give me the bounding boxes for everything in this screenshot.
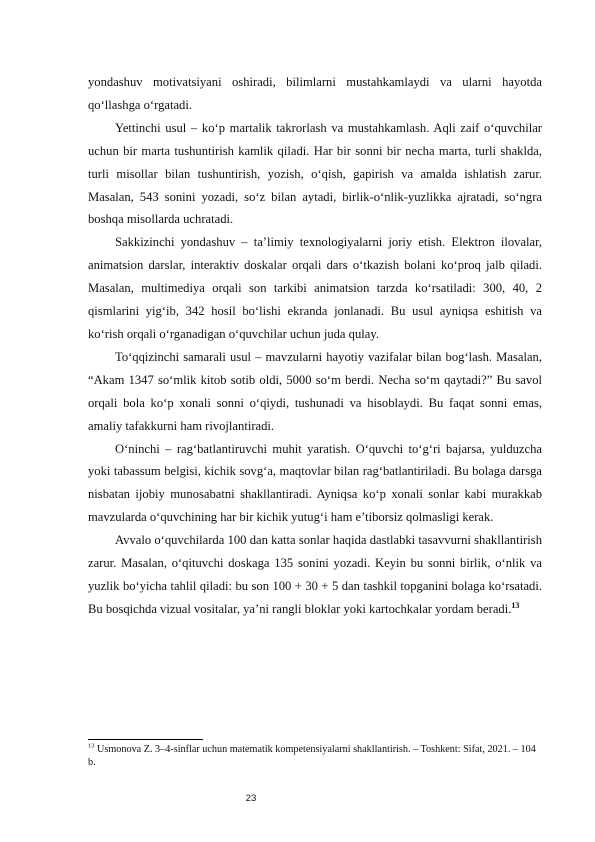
footnote-reference[interactable]: 13 xyxy=(511,600,520,610)
page-number: 23 xyxy=(245,793,257,804)
paragraph-5: O‘ninchi – rag‘batlantiruvchi muhit yaratish. O‘quvchi to‘g‘ri bajarsa, yulduzcha yoki tabassum belgisi, kichik sovg‘a, maqtovlar bilan rag‘batlantiriladi. Bu bolaga darsga nisbatan ijobiy munosabatni shakllantiradi. Ayniqsa ko‘p xonali sonlar kabi murakkab mavzularda o‘quvchining har bir kichik yutug‘i ham e’tiborsiz qolmasligi kerak. xyxy=(88,441,542,525)
footnote-separator xyxy=(88,739,203,740)
paragraph-6 xyxy=(88,529,542,621)
paragraph-6-text: Avvalo o‘quvchilarda 100 dan katta sonlar haqida dastlabki tasavvurni shakllantirish zarur. Masalan, o‘qituvchi doskaga 135 sonini yozadi. Keyin bu sonni birlik, o‘nlik va yuzlik bo‘yicha tahlil qiladi: bu son 100 + 30 + 5 dan tashkil topganini bolaga ko‘rsatadi. Bu bosqichda vizual vositalar, ya’ni rangli bloklar yoki kartochkalar yordam beradi. xyxy=(88,533,542,616)
paragraph-2: Yettinchi usul – ko‘p martalik takrorlash va mustahkamlash. Aqli zaif o‘quvchilar uchun bir marta tushuntirish kamlik qiladi. Har bir sonni bir necha marta, turli shaklda, turli misollar bilan tushuntirish, yozish, o‘qish, gapirish va amalda ishlatish zarur. Masalan, 543 sonini yozadi, so‘z bilan aytadi, birlik-o‘nlik-yuzlikka ajratadi, so‘ngra boshqa misollarda uchratadi. xyxy=(88,120,542,227)
paragraph-4: To‘qqizinchi samarali usul – mavzularni hayotiy vazifalar bilan bog‘lash. Masalan, “Akam 1347 so‘mlik kitob sotib oldi, 5000 so‘m berdi. Necha so‘m qaytadi?” Bu savol orqali bola ko‘p xonali sonni o‘qiydi, tushunadi va hisoblaydi. Bu faqat sonni emas, amaliy tafakkurni ham rivojlantiradi. xyxy=(88,349,542,433)
paragraph-1: yondashuv motivatsiyani oshiradi, bilimlarni mustahkamlaydi va ularni hayotda qo‘llashga o‘rgatadi. xyxy=(88,75,542,112)
footnote-number: 13 xyxy=(88,742,95,750)
paragraph-3: Sakkizinchi yondashuv – ta’limiy texnologiyalarni joriy etish. Elektron ilovalar, animatsion darslar, interaktiv doskalar orqali dars o‘tkazish bolani ko‘proq jalb qiladi. Masalan, multimediya orqali son tarkibi animatsion tarzda ko‘rsatiladi: 300, 40, 2 qismlarini yig‘ib, 342 hosil bo‘lishi ekranda jonlanadi. Bu usul ayniqsa eshitish va ko‘rish orqali o‘rganadigan o‘quvchilar uchun juda qulay. xyxy=(88,235,542,341)
footnote-text: Usmonova Z. 3–4-sinflar uchun matematik kompetensiyalarni shakllantirish. – Toshkent: Sifat, 2021. – 104 b. xyxy=(88,744,536,768)
footnote xyxy=(88,744,542,769)
page-body xyxy=(88,71,542,621)
